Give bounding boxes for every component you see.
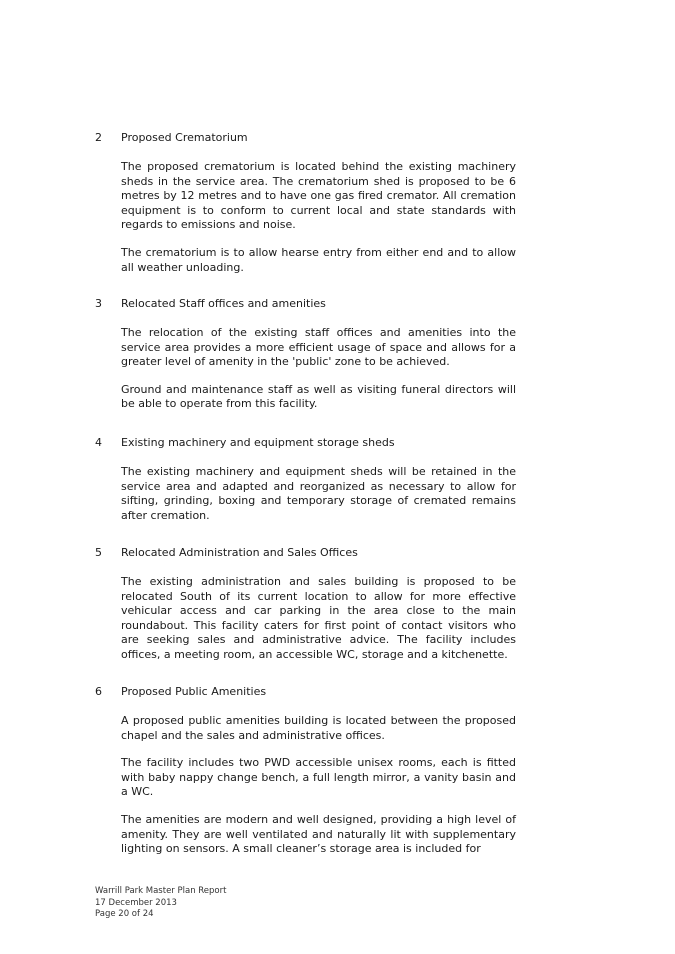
section-number: 6: [95, 685, 102, 698]
footer-date: 17 December 2013: [95, 897, 177, 908]
section-relocated-staff-offices: [95, 297, 516, 412]
section-heading: [95, 297, 516, 311]
section-number: 3: [95, 297, 102, 310]
section-title: Relocated Staff offices and amenities: [121, 297, 326, 310]
section-number: 4: [95, 436, 102, 449]
section-title: Proposed Public Amenities: [121, 685, 267, 698]
paragraph: The existing administration and sales building is proposed to be relocated South of its current location to allow for more effective vehicular access and car parking in the area close to the main roundabout. This facility caters for first point of contact visitors who are seeking sales and administrative advice. The facility includes offices, a meeting room, an accessible WC, storage and a kitchenette.: [121, 575, 516, 661]
footer-report-title: Warrill Park Master Plan Report: [95, 886, 227, 896]
section-number: 2: [95, 131, 102, 144]
paragraph: The relocation of the existing staff offices and amenities into the service area provides a more efficient usage of space and allows for a greater level of amenity in the 'public' zone to be achieved.: [121, 326, 516, 369]
paragraph: The existing machinery and equipment sheds will be retained in the service area and adapted and reorganized as necessary to allow for sifting, grinding, boxing and temporary storage of cremated remains after cremation.: [121, 465, 516, 522]
section-heading: [95, 546, 516, 560]
paragraph: The proposed crematorium is located behind the existing machinery sheds in the service area. The crematorium shed is proposed to be 6 metres by 12 metres and to have one gas fired cremator. All cremation equipment is to conform to current local and state standards with regards to emissions and noise.: [121, 160, 516, 232]
section-title: Relocated Administration and Sales Offices: [121, 546, 358, 559]
section-existing-machinery-sheds: [95, 436, 516, 523]
paragraph: The facility includes two PWD accessible unisex rooms, each is fitted with baby nappy change bench, a full length mirror, a vanity basin and a WC.: [121, 756, 516, 799]
section-heading: [95, 436, 516, 450]
section-title: Proposed Crematorium: [121, 131, 248, 144]
paragraph: A proposed public amenities building is located between the proposed chapel and the sales and administrative offices.: [121, 714, 516, 742]
section-heading: [95, 685, 516, 699]
section-title: Existing machinery and equipment storage sheds: [121, 436, 395, 449]
paragraph: Ground and maintenance staff as well as visiting funeral directors will be able to operate from this facility.: [121, 382, 516, 411]
section-number: 5: [95, 546, 102, 559]
section-proposed-public-amenities: [95, 685, 516, 857]
section-relocated-administration: [95, 546, 516, 663]
paragraph: The crematorium is to allow hearse entry from either end and to allow all weather unloading.: [121, 245, 516, 274]
section-proposed-crematorium: [95, 131, 516, 275]
page-footer: [95, 886, 226, 921]
section-heading: [95, 131, 516, 145]
paragraph: The amenities are modern and well designed, providing a high level of amenity. They are well ventilated and naturally lit with supplementary lighting on sensors. A small cleaner’s storage area is included for: [121, 812, 516, 856]
footer-page-number: Page 20 of 24: [95, 909, 154, 919]
